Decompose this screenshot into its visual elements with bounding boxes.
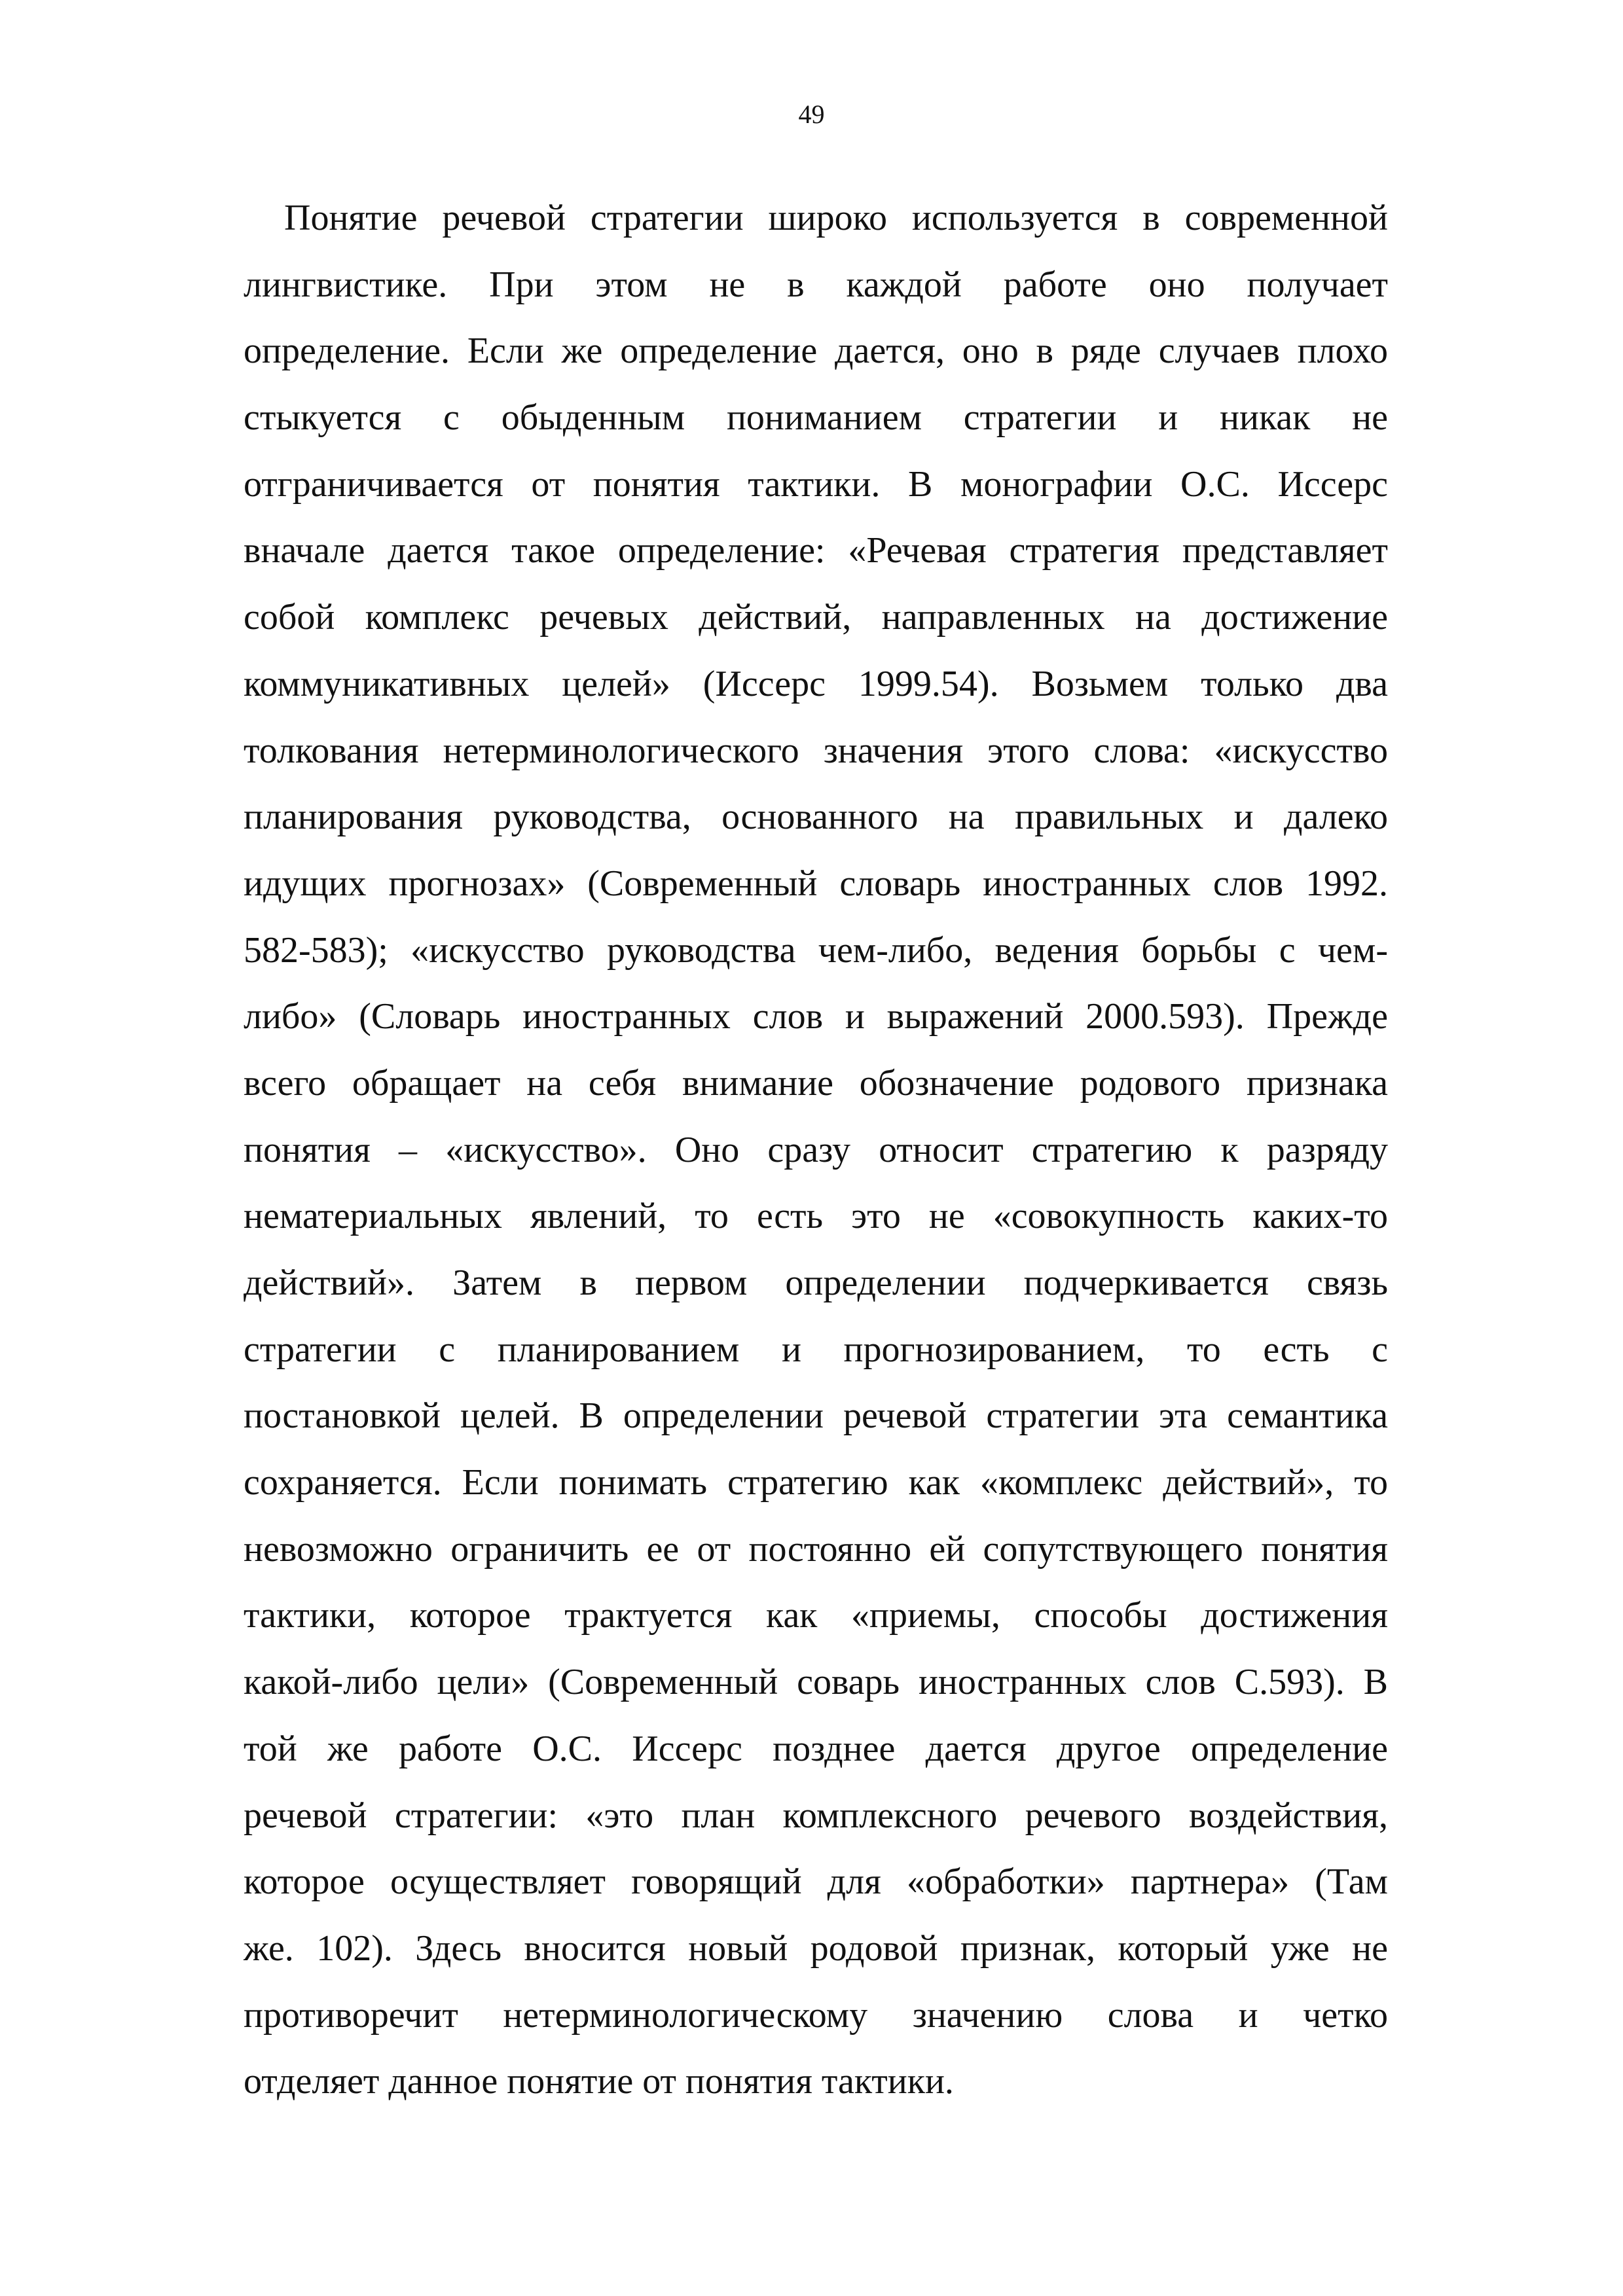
text-line-24: той же работе О.С. Иссерс позднее дается другое определение [244,1728,1388,1769]
text-line-14: всего обращает на себя внимание обозначение родового признака [244,1062,1388,1103]
text-line-1: Понятие речевой стратегии широко используется в современной [284,198,1388,238]
text-line-11: идущих прогнозах» (Современный словарь иностранных слов 1992. [244,863,1388,904]
page-number: 49 [798,99,825,129]
text-line-22: тактики, которое трактуется как «приемы, способы достижения [244,1595,1388,1636]
text-line-12: 582-583); «искусство руководства чем-либо, ведения борьбы с чем- [244,929,1388,971]
text-line-17: действий». Затем в первом определении подчеркивается связь [244,1263,1388,1303]
text-line-23: какой-либо цели» (Современный соварь иностранных слов С.593). В [244,1662,1388,1703]
text-line-4: стыкуется с обыденным пониманием стратегии и никак не [244,397,1388,439]
text-line-9: толкования нетерминологического значения этого слова: «искусство [244,730,1388,771]
text-line-16: нематериальных явлений, то есть это не «совокупность каких-то [244,1196,1388,1237]
text-line-20: сохраняется. Если понимать стратегию как «комплекс действий», то [244,1462,1388,1503]
text-line-7: собой комплекс речевых действий, направленных на достижение [244,597,1388,638]
text-line-21: невозможно ограничить ее от постоянно ей сопутствующего понятия [244,1528,1388,1570]
text-line-25: речевой стратегии: «это план комплексного речевого воздействия, [244,1795,1388,1836]
text-line-2: лингвистике. При этом не в каждой работе оно получает [244,264,1388,305]
text-line-5: отграничивается от понятия тактики. В монографии О.С. Иссерс [244,463,1388,505]
text-line-3: определение. Если же определение дается, оно в ряде случаев плохо [244,331,1388,372]
text-line-19: постановкой целей. В определении речевой стратегии эта семантика [244,1395,1388,1437]
text-line-18: стратегии с планированием и прогнозированием, то есть с [244,1329,1388,1370]
text-line-15: понятия – «искусство». Оно сразу относит стратегию к разряду [244,1129,1388,1170]
text-line-13: либо» (Словарь иностранных слов и выражений 2000.593). Прежде [244,996,1388,1037]
text-line-26: которое осуществляет говорящий для «обработки» партнера» (Там [244,1861,1388,1903]
text-line-10: планирования руководства, основанного на правильных и далеко [244,797,1388,838]
text-line-6: вначале дается такое определение: «Речевая стратегия представляет [244,530,1388,571]
text-line-29: отделяет данное понятие от понятия тактики. [244,2061,954,2102]
text-line-27: же. 102). Здесь вносится новый родовой признак, который уже не [244,1928,1388,1969]
text-line-28: противоречит нетерминологическому значению слова и четко [244,1994,1388,2036]
body-paragraph [244,185,1388,2115]
text-line-8: коммуникативных целей» (Иссерс 1999.54). Возьмем только два [244,663,1388,704]
